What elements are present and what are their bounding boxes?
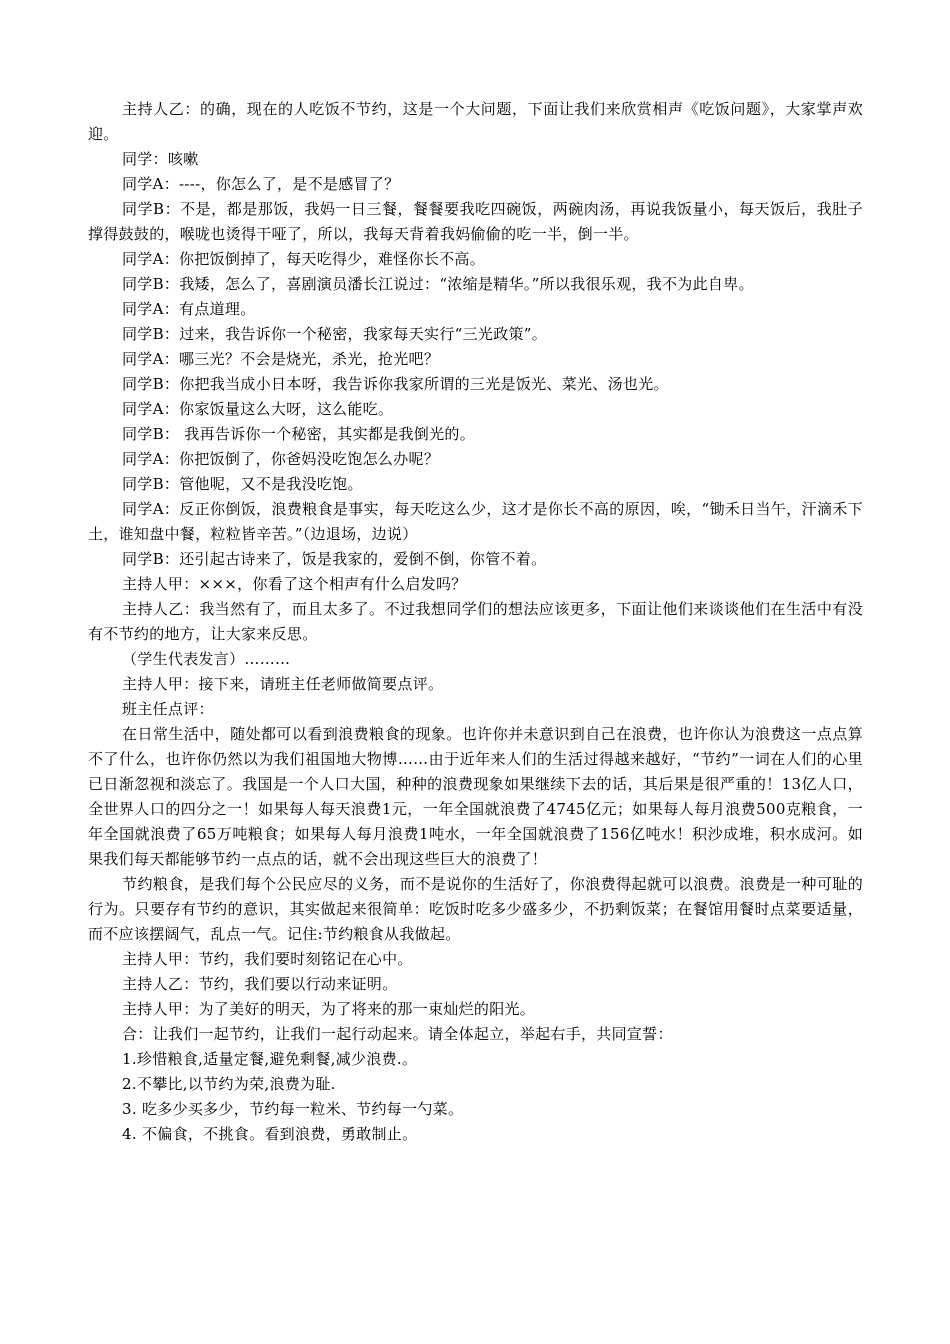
paragraph: 同学B：我矮，怎么了，喜剧演员潘长江说过：“浓缩是精华。”所以我很乐观，我不为此自卑。 bbox=[122, 275, 754, 293]
paragraph: （学生代表发言）……… bbox=[122, 650, 291, 668]
paragraph: 同学B：过来，我告诉你一个秘密，我家每天实行“三光政策”。 bbox=[122, 325, 548, 343]
pledge-item: 1.珍惜粮食,适量定餐,避免剩餐,减少浪费.。 bbox=[122, 1050, 418, 1068]
paragraph: 同学B： 我再告诉你一个秘密，其实都是我倒光的。 bbox=[122, 425, 475, 443]
paragraph: 主持人乙：我当然有了，而且太多了。不过我想同学们的想法应该更多，下面让他们来谈谈他们在生活中有没有不节约的地方，让大家来反思。 bbox=[88, 600, 863, 643]
pledge-item: 4. 不偏食，不挑食。看到浪费，勇敢制止。 bbox=[122, 1125, 418, 1143]
paragraph: 班主任点评： bbox=[122, 700, 214, 718]
paragraph: 同学B：不是，都是那饭，我妈一日三餐，餐餐要我吃四碗饭，两碗肉汤，再说我饭量小，每天饭后，我肚子撑得鼓鼓的，喉咙也烫得干哑了，所以，我每天背着我妈偷偷的吃一半，倒一半。 bbox=[88, 200, 863, 243]
paragraph: 同学A：你把饭倒掉了，每天吃得少，难怪你长不高。 bbox=[122, 250, 486, 268]
paragraph: 节约粮食，是我们每个公民应尽的义务，而不是说你的生活好了，你浪费得起就可以浪费。浪费是一种可耻的行为。只要存有节约的意识，其实做起来很简单：吃饭时吃多少盛多少，不扔剩饭菜；在餐馆用餐时点菜要适量，而不应该摆阔气，乱点一气。记住:节约粮食从我做起。 bbox=[88, 875, 863, 943]
paragraph: 同学A：你家饭量这么大呀，这么能吃。 bbox=[122, 400, 394, 418]
paragraph: 同学A：反正你倒饭，浪费粮食是事实，每天吃这么少，这才是你长不高的原因，唉，“锄禾日当午，汗滴禾下土，谁知盘中餐，粒粒皆辛苦。”（边退场，边说） bbox=[88, 500, 863, 543]
paragraph: 同学A：哪三光？不会是烧光，杀光，抢光吧？ bbox=[122, 350, 440, 368]
paragraph: 同学B：管他呢，又不是我没吃饱。 bbox=[122, 475, 363, 493]
paragraph: 合：让我们一起节约，让我们一起行动起来。请全体起立，举起右手，共同宣誓： bbox=[122, 1025, 673, 1043]
paragraph: 主持人甲：节约，我们要时刻铭记在心中。 bbox=[122, 950, 413, 968]
paragraph: 同学A：----，你怎么了，是不是感冒了？ bbox=[122, 175, 400, 193]
pledge-item: 3. 吃多少买多少，节约每一粒米、节约每一勺菜。 bbox=[122, 1100, 464, 1118]
paragraph: 主持人乙：节约，我们要以行动来证明。 bbox=[122, 975, 398, 993]
paragraph: 同学A：有点道理。 bbox=[122, 300, 256, 318]
paragraph: 同学B：还引起古诗来了，饭是我家的，爱倒不倒，你管不着。 bbox=[122, 550, 547, 568]
paragraph: 在日常生活中，随处都可以看到浪费粮食的现象。也许你并未意识到自己在浪费，也许你认为浪费这一点点算不了什么，也许你仍然以为我们祖国地大物博……由于近年来人们的生活过得越来越好，“节约”一词在人们的心里已日渐忽视和淡忘了。我国是一个人口大国，种种的浪费现象如果继续下去的话，其后果是很严重的！13亿人口，全世界人口的四分之一！如果每人每天浪费1元，一年全国就浪费了4745亿元；如果每人每月浪费500克粮食，一年全国就浪费了65万吨粮食；如果每人每月浪费1吨水，一年全国就浪费了156亿吨水！积沙成堆，积水成河。如果我们每天都能够节约一点点的话，就不会出现这些巨大的浪费了！ bbox=[88, 725, 863, 868]
paragraph: 同学：咳嗽 bbox=[122, 150, 199, 168]
paragraph: 同学A：你把饭倒了，你爸妈没吃饱怎么办呢？ bbox=[122, 450, 440, 468]
document-body bbox=[88, 97, 863, 1147]
pledge-item: 2.不攀比,以节约为荣,浪费为耻. bbox=[122, 1075, 336, 1093]
paragraph: 主持人甲：接下来，请班主任老师做简要点评。 bbox=[122, 675, 444, 693]
paragraph: 主持人甲：为了美好的明天，为了将来的那一束灿烂的阳光。 bbox=[122, 1000, 536, 1018]
paragraph: 同学B：你把我当成小日本呀，我告诉你我家所谓的三光是饭光、菜光、汤也光。 bbox=[122, 375, 669, 393]
paragraph: 主持人甲：×××，你看了这个相声有什么启发吗？ bbox=[122, 575, 467, 593]
paragraph: 主持人乙：的确，现在的人吃饭不节约，这是一个大问题，下面让我们来欣赏相声《吃饭问题》，大家掌声欢迎。 bbox=[88, 100, 863, 143]
